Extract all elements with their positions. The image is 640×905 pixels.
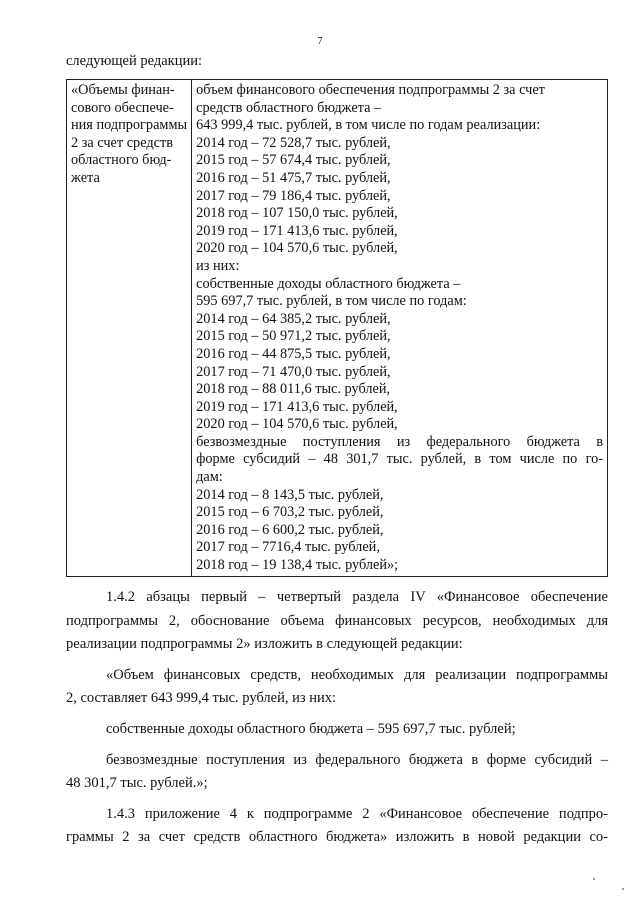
table-cell-values: [192, 80, 608, 577]
value-line: 2014 год – 8 143,5 тыс. рублей,: [196, 486, 384, 503]
value-line: дам:: [196, 469, 223, 486]
value-line: 2020 год – 104 570,6 тыс. рублей,: [196, 416, 398, 433]
table-row: [67, 80, 608, 577]
intro-line: следующей редакции:: [66, 53, 203, 69]
value-line: объем финансового обеспечения подпрограммы 2 за счет: [196, 82, 545, 98]
value-line: 2015 год – 57 674,4 тыс. рублей,: [196, 152, 391, 169]
value-line: 2019 год – 171 413,6 тыс. рублей,: [196, 398, 398, 415]
budget-table: [66, 79, 608, 577]
paragraph-line-row: [66, 772, 608, 796]
label-line: «Объемы финан-: [71, 82, 175, 98]
paragraph-line-row: [66, 826, 608, 850]
label-line: сового обеспече-: [71, 99, 174, 116]
paragraph-line: подпрограммы 2, обоснование объема финансовых ресурсов, необходимых для: [66, 612, 608, 629]
paragraph-line: 1.4.3 приложение 4 к подпрограмме 2 «Финансовое обеспечение подпро-: [106, 805, 608, 822]
value-line: 2018 год – 107 150,0 тыс. рублей,: [196, 205, 398, 222]
value-line: 2019 год – 171 413,6 тыс. рублей,: [196, 222, 398, 239]
value-line: 2014 год – 64 385,2 тыс. рублей,: [196, 310, 391, 327]
value-line: 2017 год – 7716,4 тыс. рублей,: [196, 539, 380, 556]
label-line: ния подпрограммы: [71, 117, 188, 134]
table-cell-label: [67, 80, 192, 577]
paragraph-line-row: [66, 687, 608, 711]
value-line: из них:: [196, 257, 240, 274]
paragraph-line: граммы 2 за счет средств областного бюджета» изложить в новой редакции со-: [66, 829, 608, 846]
value-line: 2018 год – 88 011,6 тыс. рублей,: [196, 381, 391, 398]
scan-speck: [593, 878, 595, 880]
value-line: собственные доходы областного бюджета –: [196, 275, 461, 292]
value-line: 643 999,4 тыс. рублей, в том числе по годам реализации:: [196, 117, 541, 134]
quote-own: [66, 718, 608, 742]
paragraph-line: 2, составляет 643 999,4 тыс. рублей, из них:: [66, 690, 337, 707]
label-line: областного бюд-: [71, 152, 172, 169]
paragraph-1-4-3: [66, 803, 608, 827]
value-line: форме субсидий – 48 301,7 тыс. рублей, в том числе по го-: [196, 451, 603, 468]
value-line: 2015 год – 6 703,2 тыс. рублей,: [196, 504, 384, 521]
paragraph-line: собственные доходы областного бюджета – 595 697,7 тыс. рублей;: [106, 720, 516, 737]
value-line: 595 697,7 тыс. рублей, в том числе по годам:: [196, 293, 467, 310]
value-line: средств областного бюджета –: [196, 99, 382, 116]
value-line: 2016 год – 44 875,5 тыс. рублей,: [196, 345, 391, 362]
label-line: 2 за счет средств: [71, 134, 173, 151]
scan-speck: [622, 888, 624, 890]
body-text: [66, 586, 608, 850]
value-line: 2020 год – 104 570,6 тыс. рублей,: [196, 240, 398, 257]
paragraph-line-row: [66, 633, 608, 657]
paragraph-1-4-2: [66, 586, 608, 610]
page-number: 7: [317, 36, 323, 47]
label-line: жета: [71, 169, 100, 186]
paragraph-line: «Объем финансовых средств, необходимых для реализации подпрограммы: [106, 666, 608, 683]
paragraph-line: безвозмездные поступления из федерального бюджета в форме субсидий –: [106, 751, 608, 768]
value-line: безвозмездные поступления из федерального бюджета в: [196, 433, 603, 450]
paragraph-line: 48 301,7 тыс. рублей.»;: [66, 775, 208, 792]
value-line: 2014 год – 72 528,7 тыс. рублей,: [196, 134, 391, 151]
value-line: 2015 год – 50 971,2 тыс. рублей,: [196, 328, 391, 345]
value-line: 2017 год – 79 186,4 тыс. рублей,: [196, 187, 391, 204]
paragraph-line: 1.4.2 абзацы первый – четвертый раздела IV «Финансовое обеспечение: [106, 589, 608, 605]
paragraph-line: реализации подпрограммы 2» изложить в следующей редакции:: [66, 636, 463, 653]
value-line: 2017 год – 71 470,0 тыс. рублей,: [196, 363, 391, 380]
value-line: 2016 год – 51 475,7 тыс. рублей,: [196, 169, 391, 186]
paragraph-line-row: [66, 610, 608, 634]
value-line: 2018 год – 19 138,4 тыс. рублей»;: [196, 557, 399, 574]
quote-total: [66, 664, 608, 688]
value-line: 2016 год – 6 600,2 тыс. рублей,: [196, 521, 384, 538]
quote-federal: [66, 749, 608, 773]
